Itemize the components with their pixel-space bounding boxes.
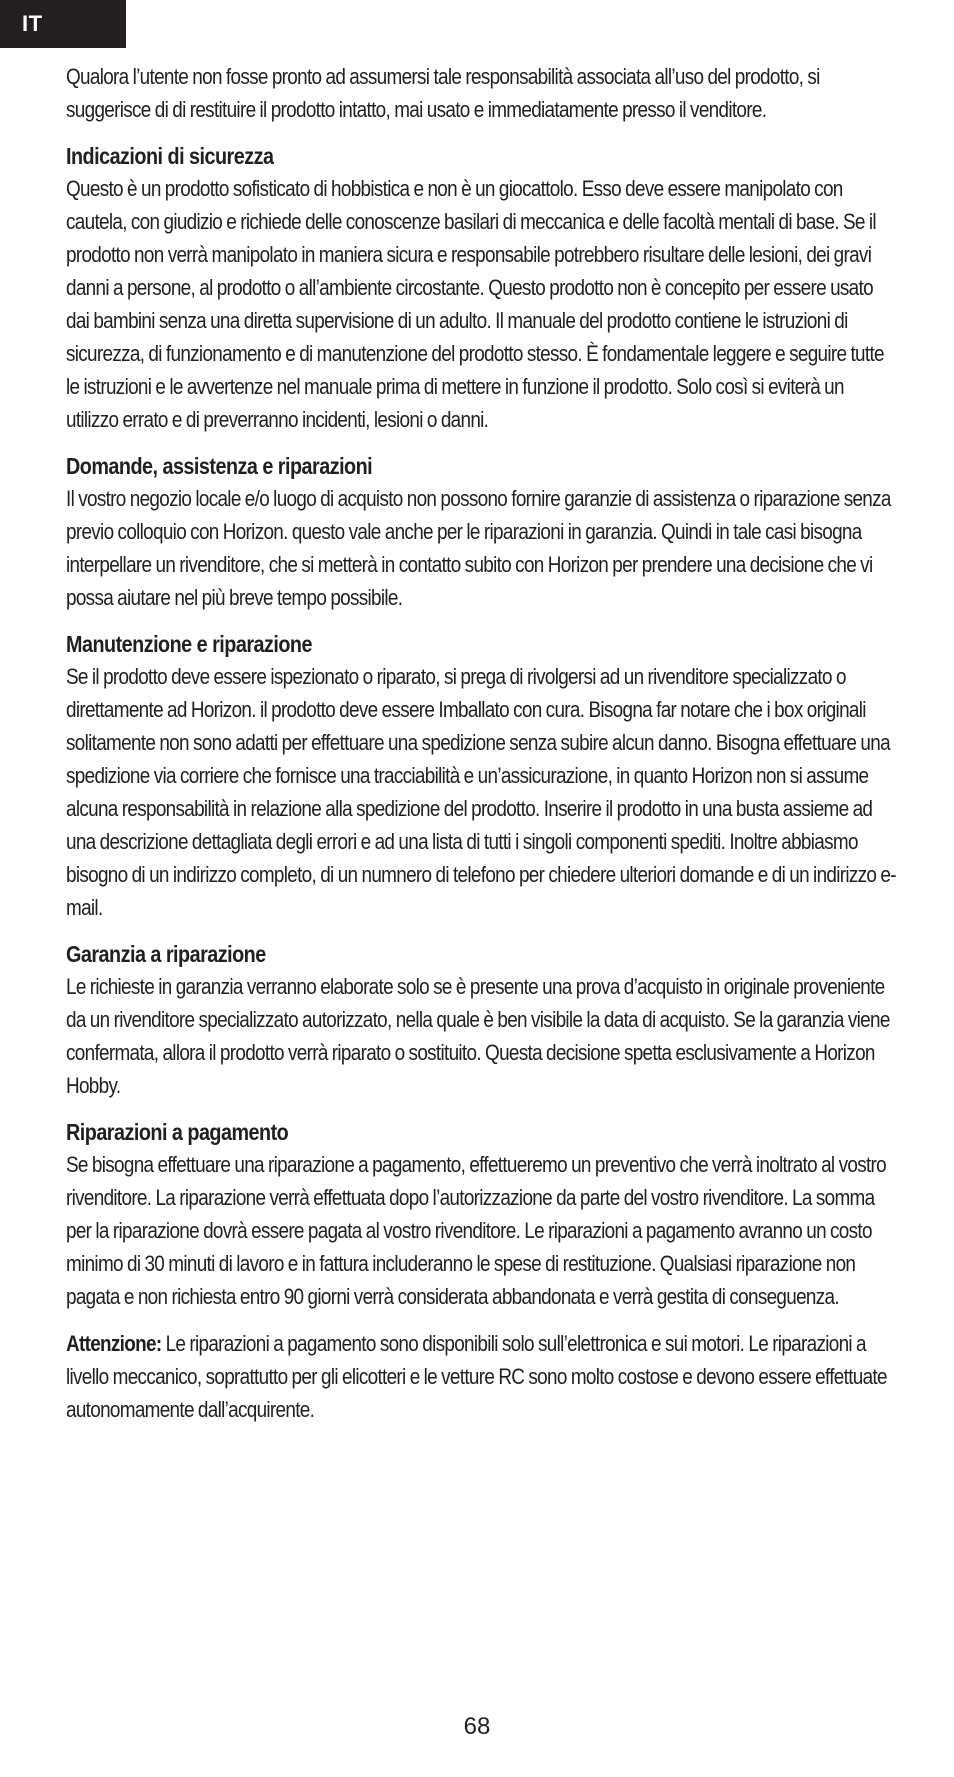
section-warranty-repair [66,938,896,1102]
section-questions-service [66,450,896,614]
section-body: Questo è un prodotto sofisticato di hobbistica e non è un giocattolo. Esso deve essere manipolato con cautela, con giudizio e richiede delle conoscenze basilari di meccanica e delle facoltà mentali di base. Se il prodotto non verrà manipolato in maniera sicura e responsabile potrebbero risultare delle lesioni, dei gravi danni a persone, al prodotto o all’ambiente circostante. Questo prodotto non è concepito per essere usato dai bambini senza una diretta supervisione di un adulto. Il manuale del prodotto contiene le istruzioni di sicurezza, di funzionamento e di manutenzione del prodotto stesso. È fondamentale leggere e seguire tutte le istruzioni e le avvertenze nel manuale prima di mettere in funzione il prodotto. Solo così si eviterà un utilizzo errato e di preverranno incidenti, lesioni o danni. [66,176,884,432]
section-safety [66,140,896,436]
section-paid-repairs [66,1116,896,1313]
section-heading: Indicazioni di sicurezza [66,143,274,169]
section-heading: Garanzia a riparazione [66,941,266,967]
section-body: Le richieste in garanzia verranno elaborate solo se è presente una prova d’acquisto in originale proveniente da un rivenditore specializzato autorizzato, nella quale è ben visibile la data di acquisto. Se la garanzia viene confermata, allora il prodotto verrà riparato o sostituito. Questa decisione spetta esclusivamente a Horizon Hobby. [66,974,890,1098]
attention-text: Le riparazioni a pagamento sono disponibili solo sull’elettronica e sui motori. Le riparazioni a livello meccanico, soprattutto per gli elicotteri e le vetture RC sono molto costose e devono essere effettuate autonomamente dall’acquirente. [66,1331,887,1422]
section-body: Il vostro negozio locale e/o luogo di acquisto non possono fornire garanzie di assistenza o riparazione senza previo colloquio con Horizon. questo vale anche per le riparazioni in garanzia. Quindi in tale casi bisogna interpellare un rivenditore, che si metterà in contatto subito con Horizon per prendere una decisione che vi possa aiutare nel più breve tempo possibile. [66,486,891,610]
page-number: 68 [463,1713,491,1740]
attention-label: Attenzione: [66,1331,162,1356]
section-heading: Riparazioni a pagamento [66,1119,289,1145]
section-heading: Domande, assistenza e riparazioni [66,453,373,479]
section-body: Se il prodotto deve essere ispezionato o riparato, si prega di rivolgersi ad un rivenditore specializzato o direttamente ad Horizon. il prodotto deve essere Imballato con cura. Bisogna far notare che i box originali solitamente non sono adatti per effettuare una spedizione senza subire alcun danno. Bisogna effettuare una spedizione via corriere che fornisce una tracciabilità e un’assicurazione, in quanto Horizon non si assume alcuna responsabilità in relazione alla spedizione del prodotto. Inserire il prodotto in una busta assieme ad una descrizione dettagliata degli errori e ad una lista di tutti i singoli componenti spediti. Inoltre abbiasmo bisogno di un indirizzo completo, di un numnero di telefono per chiedere ulteriori domande e di un indirizzo e-mail. [66,664,896,920]
intro-paragraph: Qualora l’utente non fosse pronto ad assumersi tale responsabilità associata all’uso del prodotto, si suggerisce di di restituire il prodotto intatto, mai usato e immediatamente presso il venditore. [66,64,820,122]
language-tab: IT [0,0,126,48]
section-heading: Manutenzione e riparazione [66,631,312,657]
attention-paragraph [66,1327,896,1426]
section-maintenance-repair [66,628,896,924]
document-body [66,60,896,1440]
section-body: Se bisogna effettuare una riparazione a pagamento, effettueremo un preventivo che verrà inoltrato al vostro rivenditore. La riparazione verrà effettuata dopo l’autorizzazione da parte del vostro rivenditore. La somma per la riparazione dovrà essere pagata al vostro rivenditore. Le riparazioni a pagamento avranno un costo minimo di 30 minuti di lavoro e in fattura includeranno le spese di restituzione. Qualsiasi riparazione non pagata e non richiesta entro 90 giorni verrà considerata abbandonata e verrà gestita di conseguenza. [66,1152,886,1309]
